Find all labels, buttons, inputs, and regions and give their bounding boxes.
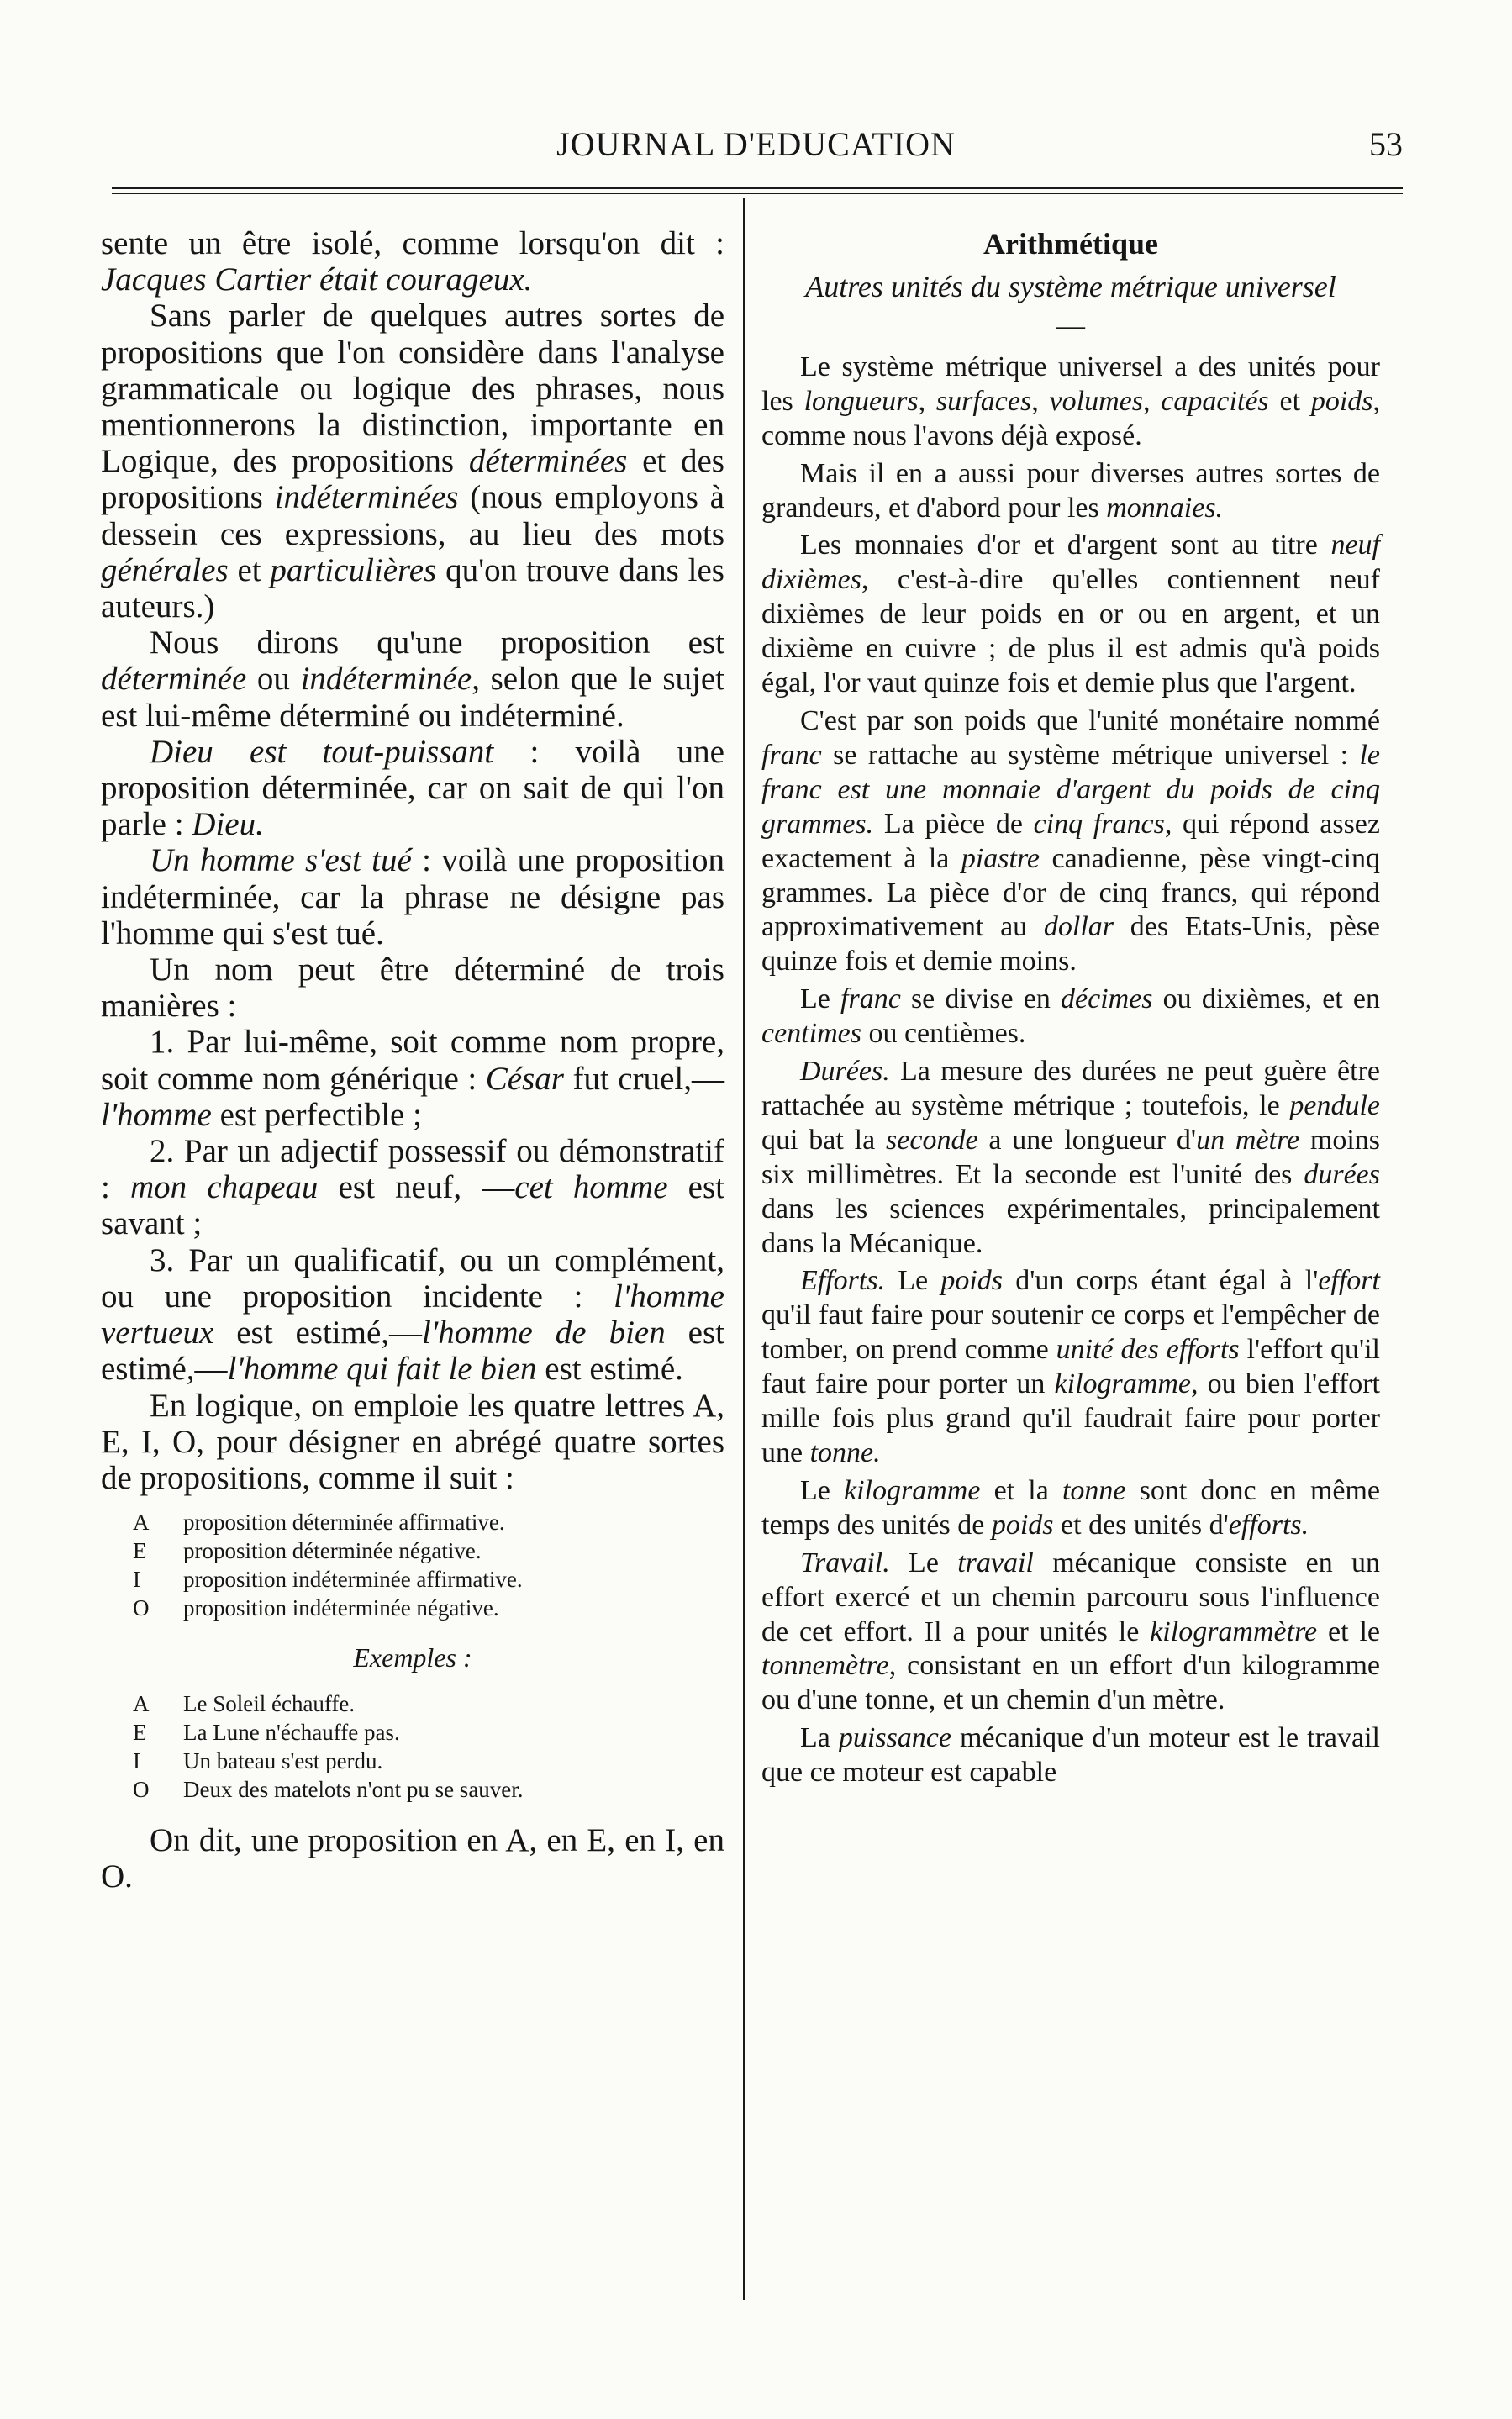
paragraph: sente un être isolé, comme lorsqu'on dit : Jacques Cartier était courageux.: [101, 225, 724, 298]
paragraph: Mais il en a aussi pour diverses autres sortes de grandeurs, et d'abord pour les monnaies.: [761, 457, 1380, 524]
paragraph: La puissance mécanique d'un moteur est le travail que ce moteur est capable: [761, 1722, 1380, 1789]
table-row: I Un bateau s'est perdu.: [133, 1748, 383, 1774]
section-title: Arithmétique: [983, 227, 1158, 261]
paragraph: Sans parler de quelques autres sortes de propositions que l'on considère dans l'analyse grammaticale ou logique des phrases, nous mentionnerons la distinction, importante en Logique, des propositions déterminées et des propositions indéterminées (nous employons à dessein ces expressions, au lieu des mots générales et particulières qu'on trouve dans les auteurs.): [101, 298, 724, 625]
running-head: [109, 124, 1403, 175]
paragraph: Un nom peut être déterminé de trois manières :: [101, 951, 724, 1025]
paragraph: Dieu est tout-puissant : voilà une proposition déterminée, car on sait de qui l'on parle : Dieu.: [101, 733, 724, 843]
table-row: O proposition indéterminée négative.: [133, 1595, 499, 1621]
proposition-table: [101, 1508, 724, 1622]
paragraph: Le franc se divise en décimes ou dixièmes, et en centimes ou centièmes.: [761, 983, 1380, 1050]
left-column: [101, 225, 724, 1895]
column-divider: [743, 198, 745, 2300]
paragraph: Le kilogramme et la tonne sont donc en même temps des unités de poids et des unités d'efforts.: [761, 1474, 1381, 1541]
paragraph: On dit, une proposition en A, en E, en I, en O.: [101, 1822, 724, 1895]
table-row: A Le Soleil échauffe.: [133, 1691, 356, 1717]
section-dash: —: [1056, 309, 1085, 341]
journal-title: JOURNAL D'EDUCATION: [556, 125, 956, 163]
list-item: 3. Par un qualificatif, ou un complément, ou une proposition incidente : l'homme vertueux est estimé,—l'homme de bien est estimé,—l'homme qui fait le bien est estimé.: [101, 1241, 724, 1388]
examples-table: [101, 1689, 724, 1804]
right-column: [761, 225, 1380, 1790]
list-item: 1. Par lui-même, soit comme nom propre, soit comme nom générique : César fut cruel,—l'homme est perfectible ;: [101, 1024, 724, 1133]
table-row: I proposition indéterminée affirmative.: [133, 1567, 523, 1593]
table-row: O Deux des matelots n'ont pu se sauver.: [133, 1777, 524, 1803]
list-item: 2. Par un adjectif possessif ou démonstratif : mon chapeau est neuf, —cet homme est savant ;: [101, 1133, 724, 1242]
table-row: E La Lune n'échauffe pas.: [133, 1720, 400, 1746]
examples-heading: Exemples :: [353, 1642, 472, 1673]
paragraph: Le système métrique universel a des unités pour les longueurs, surfaces, volumes, capacités et poids, comme nous l'avons déjà exposé.: [761, 350, 1381, 451]
section-subtitle: Autres unités du système métrique universel: [805, 269, 1336, 303]
page-number: 53: [1369, 125, 1403, 163]
paragraph: Travail. Le travail mécanique consiste en un effort exercé et un chemin parcouru sous l'influence de cet effort. Il a pour unités le kilogrammètre et le tonnemètre, consistant en un effort d'un kilogramme ou d'une tonne, et un chemin d'un mètre.: [761, 1547, 1381, 1716]
paragraph: Un homme s'est tué : voilà une proposition indéterminée, car la phrase ne désigne pas l'homme qui s'est tué.: [101, 842, 724, 951]
paragraph: Les monnaies d'or et d'argent sont au titre neuf dixièmes, c'est-à-dire qu'elles contiennent neuf dixièmes de leur poids en or ou en argent, et un dixième en cuivre ; de plus il est admis qu'à poids égal, l'or vaut quinze fois et demie plus que l'argent.: [761, 530, 1380, 699]
table-row: E proposition déterminée négative.: [133, 1538, 482, 1564]
paragraph: Efforts. Le poids d'un corps étant égal à l'effort qu'il faut faire pour soutenir ce corps et l'empêcher de tomber, on prend comme unité des efforts l'effort qu'il faut faire pour porter un kilogramme, ou bien l'effort mille fois plus grand qu'il faudrait faire pour porter une tonne.: [761, 1265, 1381, 1468]
paragraph: C'est par son poids que l'unité monétaire nommé franc se rattache au système métrique universel : le franc est une monnaie d'argent du poids de cinq grammes. La pièce de cinq francs, qui répond assez exactement à la piastre canadienne, pèse vingt-cinq grammes. La pièce d'or de cinq francs, qui répond approximativement au dollar des Etats-Unis, pèse quinze fois et demie moins.: [761, 704, 1380, 978]
paragraph: En logique, on emploie les quatre lettres A, E, I, O, pour désigner en abrégé quatre sortes de propositions, comme il suit :: [101, 1387, 724, 1496]
table-row: A proposition déterminée affirmative.: [133, 1510, 505, 1536]
header-rule-thin: [112, 193, 1403, 194]
paragraph: Nous dirons qu'une proposition est déterminée ou indéterminée, selon que le sujet est lui-même déterminé ou indéterminé.: [101, 625, 725, 734]
paragraph: Durées. La mesure des durées ne peut guère être rattachée au système métrique ; toutefois, le pendule qui bat la seconde a une longueur d'un mètre moins six millimètres. Et la seconde est l'unité des durées dans les sciences expérimentales, principalement dans la Mécanique.: [761, 1056, 1381, 1259]
header-rule-thick: [112, 187, 1403, 189]
